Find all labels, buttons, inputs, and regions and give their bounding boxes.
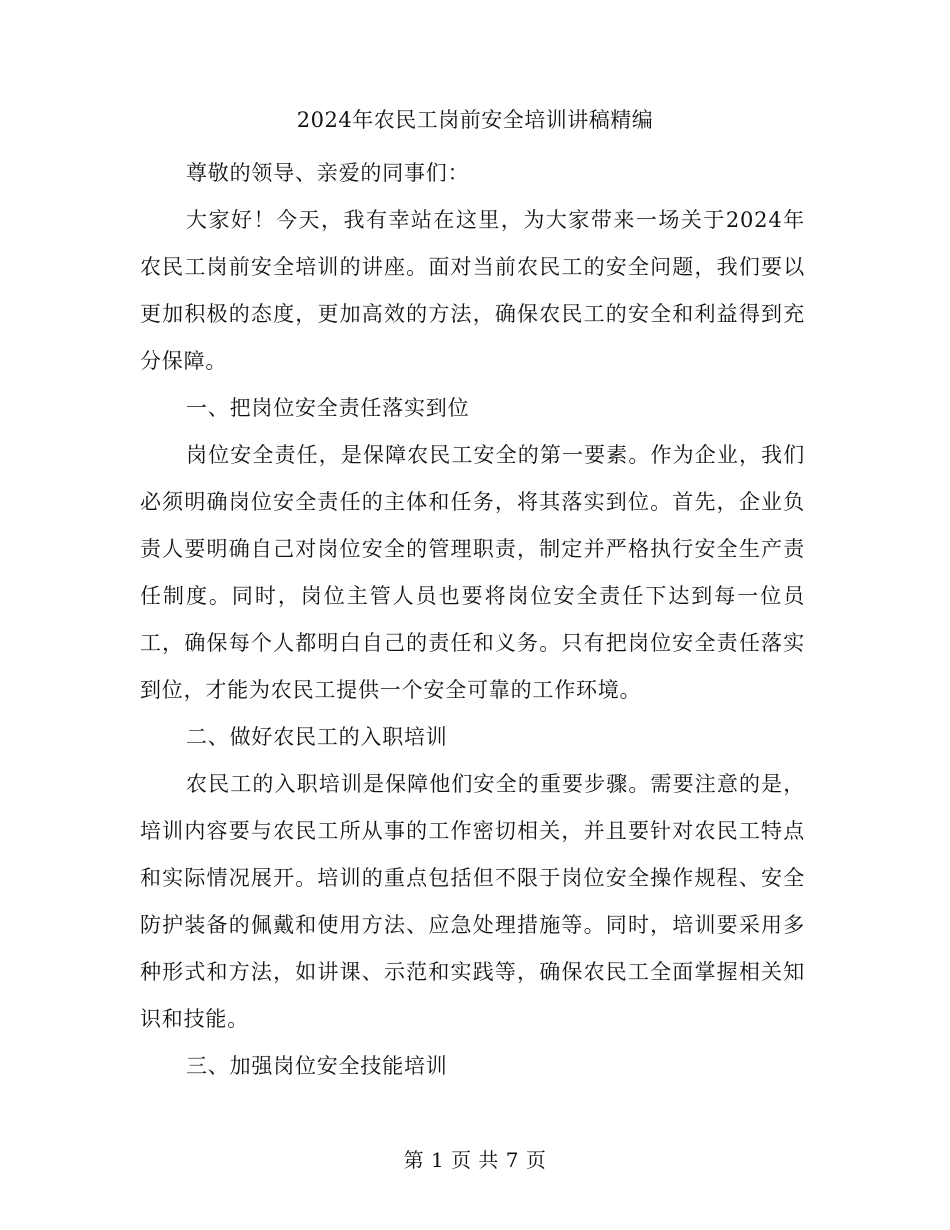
salutation: 尊敬的领导、亲爱的同事们： (186, 161, 470, 185)
page-footer (0, 1146, 950, 1174)
section-heading-2: 二、做好农民工的入职培训 (186, 725, 448, 749)
section-heading-1: 一、把岗位安全责任落实到位 (186, 396, 470, 420)
paragraph-section-1: 岗位安全责任，是保障农民工安全的第一要素。作为企业，我们必须明确岗位安全责任的主体和任务，将其落实到位。首先，企业负责人要明确自己对岗位安全的管理职责，制定并严格执行安全生产责任制度。同时，岗位主管人员也要将岗位安全责任下达到每一位员工，确保每个人都明白自己的责任和义务。只有把岗位安全责任落实到位，才能为农民工提供一个安全可靠的工作环境。 (140, 443, 805, 702)
page-number: 第 1 页 共 7 页 (403, 1148, 547, 1172)
document-body (140, 150, 805, 1090)
document-title: 2024年农民工岗前安全培训讲稿精编 (296, 108, 654, 132)
section-heading-3: 三、加强岗位安全技能培训 (186, 1054, 448, 1078)
paragraph-intro: 大家好！今天，我有幸站在这里，为大家带来一场关于2024年农民工岗前安全培训的讲座。面对当前农民工的安全问题，我们要以更加积极的态度，更加高效的方法，确保农民工的安全和利益得到充分保障。 (140, 208, 805, 373)
paragraph-section-2: 农民工的入职培训是保障他们安全的重要步骤。需要注意的是，培训内容要与农民工所从事的工作密切相关，并且要针对农民工特点和实际情况展开。培训的重点包括但不限于岗位安全操作规程、安全防护装备的佩戴和使用方法、应急处理措施等。同时，培训要采用多种形式和方法，如讲课、示范和实践等，确保农民工全面掌握相关知识和技能。 (140, 772, 805, 1031)
